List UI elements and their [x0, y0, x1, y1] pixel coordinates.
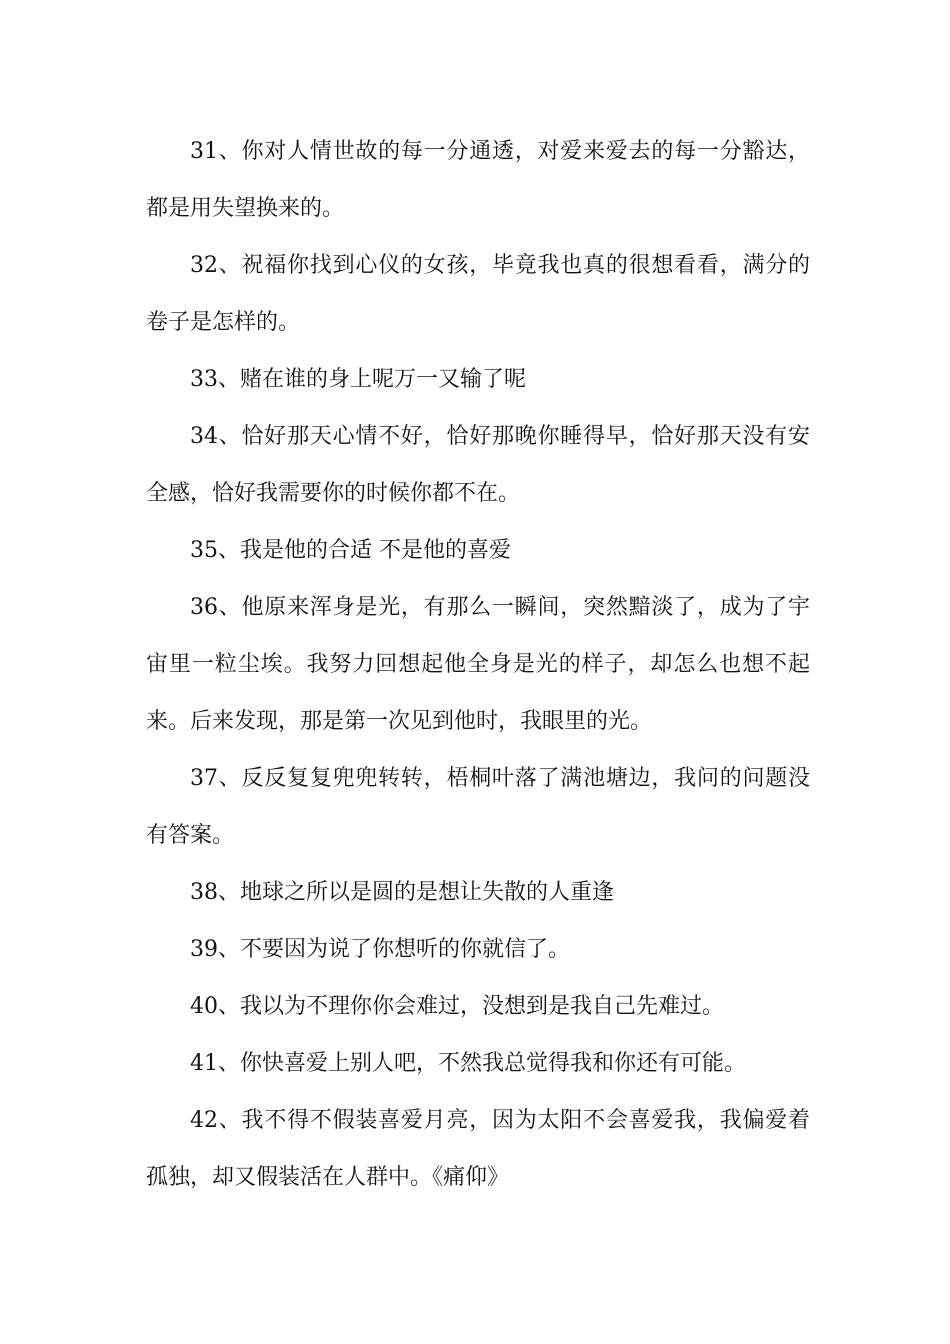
- paragraph-35: 35、我是他的合适 不是他的喜爱: [190, 538, 511, 563]
- paragraph-36: 36、他原来浑身是光，有那么一瞬间，突然黯淡了，成为了宇宙里一粒尘埃。我努力回想起他全身是光的样子，却怎么也想不起来。后来发现，那是第一次见到他时，我眼里的光。: [146, 595, 810, 734]
- paragraph-40: 40、我以为不理你你会难过，没想到是我自己先难过。: [190, 994, 724, 1019]
- paragraph-34: 34、恰好那天心情不好，恰好那晚你睡得早，恰好那天没有安全感，恰好我需要你的时候你都不在。: [146, 424, 810, 506]
- paragraph-32: 32、祝福你找到心仪的女孩，毕竟我也真的很想看看，满分的卷子是怎样的。: [146, 253, 810, 335]
- paragraph-42: 42、我不得不假装喜爱月亮，因为太阳不会喜爱我，我偏爱着孤独，却又假装活在人群中。《痛仰》: [146, 1108, 810, 1190]
- document-body: [146, 123, 810, 1206]
- paragraph-41: 41、你快喜爱上别人吧，不然我总觉得我和你还有可能。: [190, 1051, 746, 1076]
- paragraph-31: 31、你对人情世故的每一分通透，对爱来爱去的每一分豁达，都是用失望换来的。: [146, 139, 810, 221]
- paragraph-39: 39、不要因为说了你想听的你就信了。: [190, 937, 570, 962]
- paragraph-37: 37、反反复复兜兜转转，梧桐叶落了满池塘边，我问的问题没有答案。: [146, 766, 810, 848]
- paragraph-33: 33、赌在谁的身上呢万一又输了呢: [190, 367, 526, 392]
- paragraph-38: 38、地球之所以是圆的是想让失散的人重逢: [190, 880, 614, 905]
